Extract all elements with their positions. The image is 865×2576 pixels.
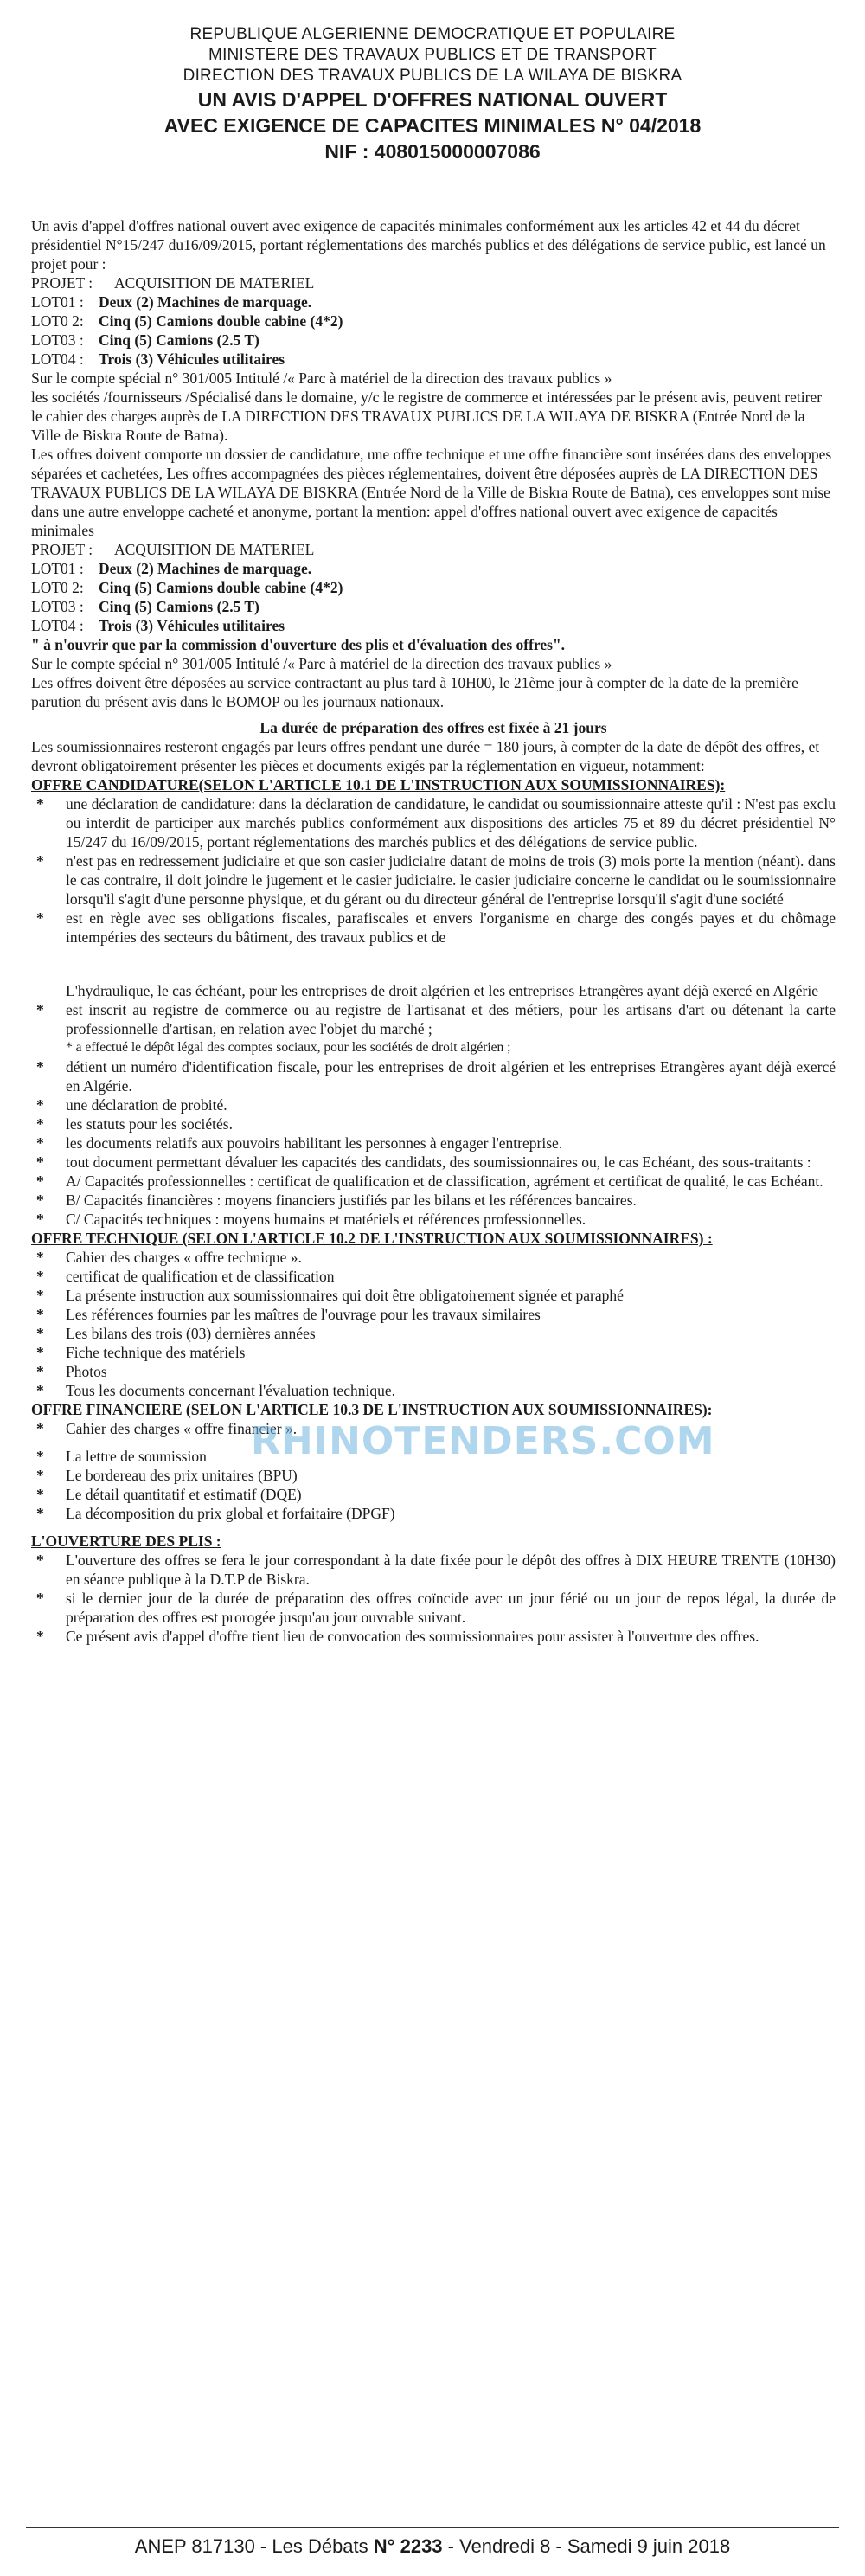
list-item: * une déclaration de probité.	[36, 1096, 227, 1114]
watermark-text: RHINOTENDERS.COM	[251, 1419, 715, 1463]
notice-header	[0, 24, 865, 164]
list-item: * détient un numéro d'identification fiscale, pour les entreprises de droit algérien et les entreprises Etrangères ayant déjà exercé en Algérie.	[36, 1058, 836, 1095]
compte-special-2: Sur le compte spécial n° 301/005 Intitulé /« Parc à matériel de la direction des travaux publics »	[31, 655, 612, 672]
delai-depot-paragraph: Les offres doivent être déposées au service contractant au plus tard à 10H00, le 21ème jour à compter de la date de la première parution du présent avis dans le BOMOP ou les journaux nationaux.	[31, 674, 798, 710]
projet-line-1: PROJET : ACQUISITION DE MATERIEL	[31, 274, 315, 292]
list-item: * A/ Capacités professionnelles : certificat de qualification et de classification, agrément et certificat de qualité, le cas Echéant.	[36, 1172, 823, 1190]
section-financiere-title: OFFRE FINANCIERE (SELON L'ARTICLE 10.3 DE L'INSTRUCTION AUX SOUMISSIONNAIRES):	[31, 1401, 713, 1418]
list-item: * les documents relatifs aux pouvoirs habilitant les personnes à engager l'entreprise.	[36, 1134, 563, 1152]
notice-nif: NIF : 408015000007086	[324, 140, 541, 163]
notice-subtitle: AVEC EXIGENCE DE CAPACITES MINIMALES N° 04/2018	[163, 114, 702, 137]
hydraulique-continuation: L'hydraulique, le cas échéant, pour les entreprises de droit algérien et les entreprises Etrangères ayant déjà exercé en Algérie	[66, 982, 818, 999]
lot-line: LOT04 : Trois (3) Véhicules utilitaires	[31, 350, 285, 368]
lot-line: LOT01 : Deux (2) Machines de marquage.	[31, 560, 312, 577]
lot-line: LOT04 : Trois (3) Véhicules utilitaires	[31, 617, 285, 634]
footer-issue-number: N° 2233	[373, 2535, 443, 2557]
intro-paragraph: Un avis d'appel d'offres national ouvert avec exigence de capacités minimales conformément aux les articles 42 et 44 du décret présidentiel N°15/247 du16/09/2015, portant réglementations des marchés publics et des délégations de service public, est lancé un projet pour :	[31, 217, 826, 273]
list-item: * B/ Capacités financières : moyens financiers justifiés par les bilans et les références bancaires.	[36, 1192, 637, 1209]
header-ministry: MINISTERE DES TRAVAUX PUBLICS ET DE TRANSPORT	[208, 46, 657, 64]
list-item: * est inscrit au registre de commerce ou au registre de l'artisanat et des métiers, pour les artisans d'art ou détenant la carte professionnelle d'artisan, en relation avec l'objet du marché ;	[36, 1001, 836, 1037]
compte-special-1: Sur le compte spécial n° 301/005 Intitulé /« Parc à matériel de la direction des travaux publics »	[31, 369, 612, 387]
footer-divider	[26, 2527, 839, 2528]
list-item: * une déclaration de candidature: dans la déclaration de candidature, le candidat ou soumissionnaire atteste qu'il : N'est pas exclu ou interdit de participer aux marchés publics conformément aux dispositions des articles 75 et 89 du décret présidentiel N° 15/247 du 16/09/2015, portant réglementations des marchés publics et des délégations de service public.	[36, 795, 836, 851]
list-item: * si le dernier jour de la durée de préparation des offres coïncide avec un jour férié ou un jour de repos légal, la durée de préparation des offres est prorogée jusqu'au jour ouvrable suivant.	[36, 1590, 836, 1626]
notice-title: UN AVIS D'APPEL D'OFFRES NATIONAL OUVERT	[197, 88, 668, 111]
list-item: * Tous les documents concernant l'évaluation technique.	[36, 1382, 395, 1399]
header-republic: REPUBLIQUE ALGERIENNE DEMOCRATIQUE ET POPULAIRE	[189, 25, 676, 43]
list-item: * La décomposition du prix global et forfaitaire (DPGF)	[36, 1505, 395, 1522]
list-item: * La présente instruction aux soumissionnaires qui doit être obligatoirement signée et paraphé	[36, 1287, 624, 1304]
engagement-paragraph: Les soumissionnaires resteront engagés par leurs offres pendant une durée = 180 jours, à compter de la date de dépôt des offres, et devront obligatoirement présenter les pièces et documents exigés par la réglementation en vigueur, notamment:	[31, 738, 820, 774]
mention-line: " à n'ouvrir que par la commission d'ouverture des plis et d'évaluation des offres".	[31, 636, 566, 653]
section-ouverture-title: L'OUVERTURE DES PLIS :	[31, 1532, 221, 1550]
list-item: * Ce présent avis d'appel d'offre tient lieu de convocation des soumissionnaires pour assister à l'ouverture des offres.	[36, 1628, 759, 1645]
list-item: * L'ouverture des offres se fera le jour correspondant à la date fixée pour le dépôt des offres à DIX HEURE TRENTE (10H30) en séance publique à la D.T.P de Biskra.	[36, 1551, 836, 1588]
lot-line: LOT03 : Cinq (5) Camions (2.5 T)	[31, 598, 260, 615]
section-candidature-title: OFFRE CANDIDATURE(SELON L'ARTICLE 10.1 DE L'INSTRUCTION AUX SOUMISSIONNAIRES):	[31, 776, 726, 793]
duree-preparation: La durée de préparation des offres est fixée à 21 jours	[260, 719, 607, 736]
list-item: * Les références fournies par les maîtres de l'ouvrage pour les travaux similaires	[36, 1306, 541, 1323]
list-item: * La lettre de soumission	[36, 1448, 207, 1465]
lot-line: LOT0 2: Cinq (5) Camions double cabine (4*2)	[31, 579, 343, 596]
footer-date: - Vendredi 8 - Samedi 9 juin 2018	[447, 2535, 731, 2557]
list-item: * Fiche technique des matériels	[36, 1344, 246, 1361]
list-item: * les statuts pour les sociétés.	[36, 1115, 233, 1133]
projet-line-2: PROJET : ACQUISITION DE MATERIEL	[31, 541, 315, 558]
list-item: * Photos	[36, 1363, 107, 1380]
list-item: * Cahier des charges « offre financier ».	[36, 1420, 298, 1437]
list-item: * Le bordereau des prix unitaires (BPU)	[36, 1467, 298, 1484]
list-item: * Le détail quantitatif et estimatif (DQE)	[36, 1486, 302, 1503]
header-direction: DIRECTION DES TRAVAUX PUBLICS DE LA WILAYA DE BISKRA	[183, 67, 682, 85]
list-item: * C/ Capacités techniques : moyens humains et matériels et références professionnelles.	[36, 1211, 586, 1228]
list-item: * est en règle avec ses obligations fiscales, parafiscales et envers l'organisme en charge des congés payes et du chômage intempéries des secteurs du bâtiment, des travaux publics et de	[36, 909, 836, 946]
list-item: * certificat de qualification et de classification	[36, 1268, 335, 1285]
lot-line: LOT0 2: Cinq (5) Camions double cabine (4*2)	[31, 312, 343, 330]
list-item: * tout document permettant dévaluer les capacités des candidats, des soumissionnaires ou, le cas Echéant, des sous-traitants :	[36, 1153, 811, 1171]
retrait-cahier-paragraph: les sociétés /fournisseurs /Spécialisé dans le domaine, y/c le registre de commerce et intéressées par le présent avis, peuvent retirer le cahier des charges auprès de LA DIRECTION DES TRAVAUX PUBLICS DE LA WILAYA DE BISKRA (Entrée Nord de la Ville de Biskra Route de Batna).	[31, 389, 823, 444]
depot-comptes-sociaux: * a effectué le dépôt légal des comptes sociaux, pour les sociétés de droit algérien ;	[66, 1040, 511, 1055]
list-item: * n'est pas en redressement judiciaire et que son casier judiciaire datant de moins de trois (3) mois porte la mention (néant). dans le cas contraire, il doit joindre le jugement et le casier judiciaire. le casier judiciaire concerne le candidat ou le soumissionnaire lorsqu'il s'agit d'une personne physique, et du gérant ou du directeur général de l'entreprise lorsqu'il s'agit d'une société	[36, 852, 836, 908]
list-item: * Cahier des charges « offre technique ».	[36, 1249, 302, 1266]
list-item: * Les bilans des trois (03) dernières années	[36, 1325, 316, 1342]
lot-line: LOT01 : Deux (2) Machines de marquage.	[31, 293, 312, 311]
depot-offres-paragraph: Les offres doivent comporte un dossier de candidature, une offre technique et une offre financière sont insérées dans des enveloppes séparées et cachetées, Les offres accompagnées des pièces réglementaires, doivent être déposées auprès de LA DIRECTION DES TRAVAUX PUBLICS DE LA WILAYA DE BISKRA (Entrée Nord de la Ville de Biskra Route de Batna), ces enveloppes sont mise dans une autre enveloppe cacheté et anonyme, portant la mention: appel d'offres national ouvert avec exigence de capacités minimales	[31, 446, 832, 539]
lot-line: LOT03 : Cinq (5) Camions (2.5 T)	[31, 331, 260, 349]
section-technique-title: OFFRE TECHNIQUE (SELON L'ARTICLE 10.2 DE L'INSTRUCTION AUX SOUMISSIONNAIRES) :	[31, 1230, 713, 1247]
footer-anep: ANEP 817130 - Les Débats	[134, 2535, 368, 2557]
publication-footer	[0, 2535, 865, 2558]
